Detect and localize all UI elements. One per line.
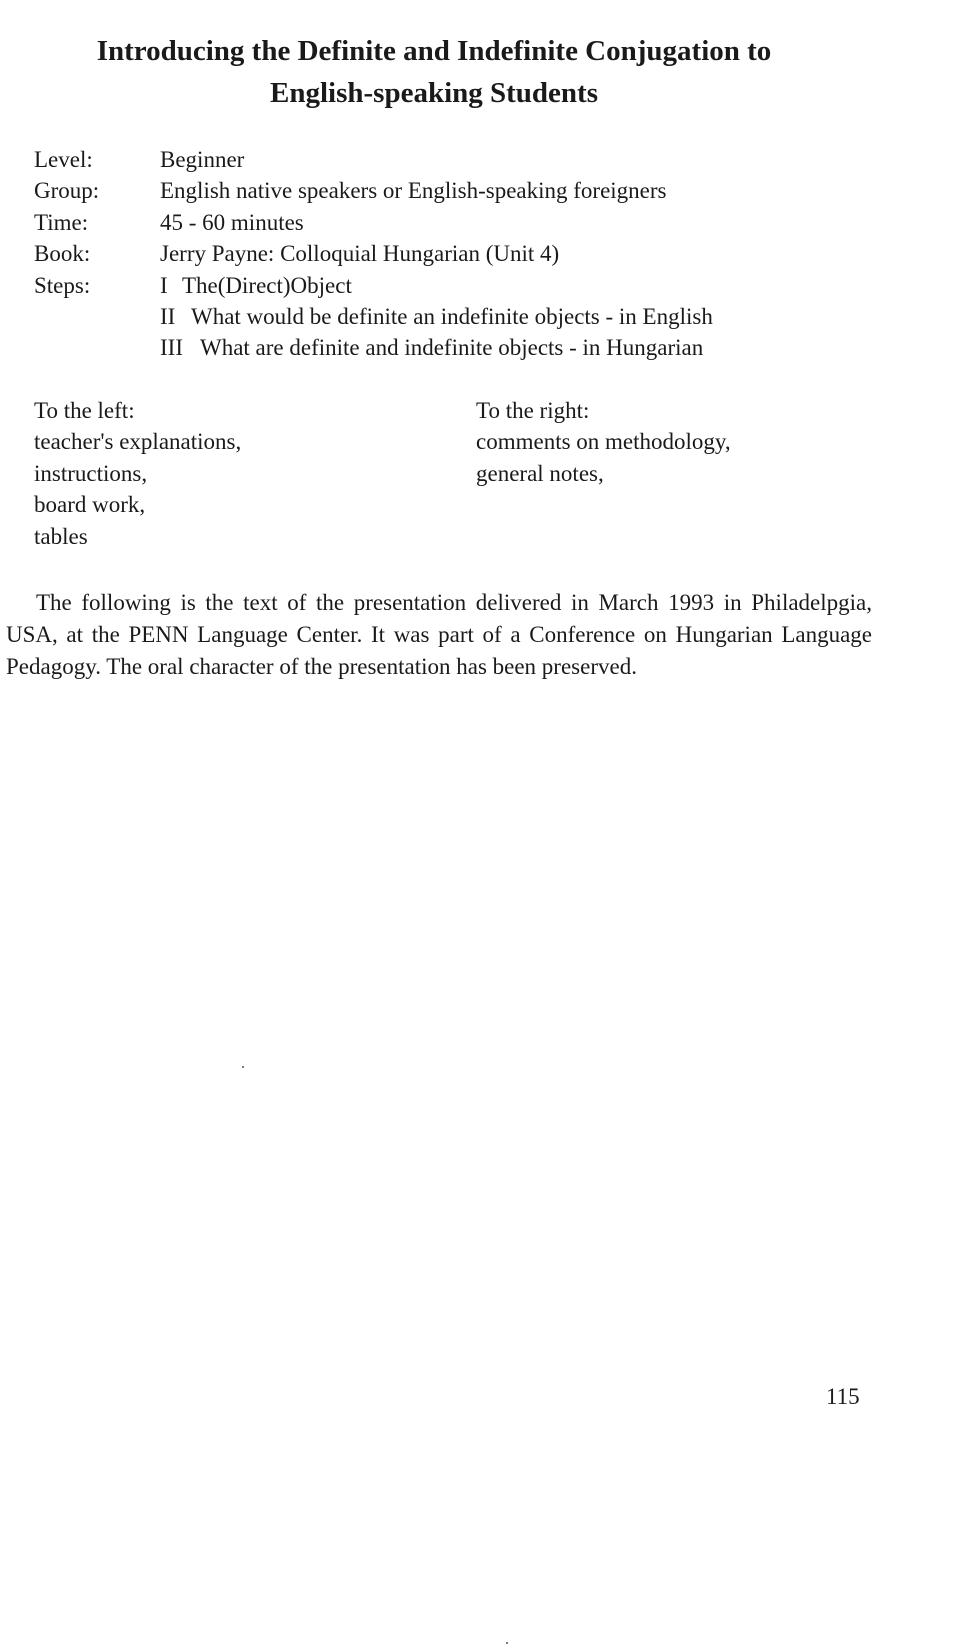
step-number: I [160, 272, 168, 298]
meta-value-group: English native speakers or English-speaking foreigners [160, 178, 667, 204]
intro-paragraph: The following is the text of the presentation delivered in March 1993 in Philadelpgia, USA, at the PENN Language Center. It was part of a Conference on Hungarian Language Pedagogy. The oral character of the presentation has been preserved. [6, 590, 872, 679]
meta-row-group [34, 175, 713, 206]
meta-value-book: Jerry Payne: Colloquial Hungarian (Unit 4) [160, 241, 560, 267]
left-notes [34, 395, 241, 552]
meta-row-time [34, 207, 713, 238]
meta-label-steps: Steps: [34, 272, 91, 298]
meta-value-level: Beginner [160, 147, 245, 172]
meta-label-book: Book: [34, 241, 91, 267]
meta-row-steps [34, 270, 713, 364]
step-item [160, 270, 713, 301]
right-notes-item: general notes, [476, 460, 604, 486]
right-notes [476, 395, 731, 489]
meta-label-group: Group: [34, 178, 100, 204]
left-notes-heading: To the left: [34, 398, 135, 423]
step-number: III [160, 335, 183, 361]
title-line-1: Introducing the Definite and Indefinite Conjugation to [96, 35, 772, 67]
left-notes-item: teacher's explanations, [34, 429, 242, 455]
meta-label-level: Level: [34, 147, 93, 172]
lesson-meta-table [34, 144, 713, 364]
meta-value-time: 45 - 60 minutes [160, 209, 304, 235]
left-notes-item: board work, [34, 492, 146, 518]
scan-speck [506, 1642, 508, 1644]
steps-list [160, 270, 713, 364]
page-number: 115 [826, 1384, 860, 1409]
meta-row-level [34, 144, 713, 175]
left-notes-item: instructions, [34, 460, 148, 486]
meta-label-time: Time: [34, 209, 89, 235]
step-text: What would be definite an indefinite objects - in English [191, 304, 713, 330]
step-item [160, 332, 713, 363]
meta-row-book [34, 238, 713, 269]
step-number: II [160, 304, 176, 330]
step-text: The(Direct)Object [182, 272, 352, 298]
step-item [160, 301, 713, 332]
left-notes-item: tables [34, 523, 88, 549]
step-text: What are definite and indefinite objects - in Hungarian [200, 335, 704, 361]
page-title [0, 30, 868, 114]
title-line-2: English-speaking Students [270, 77, 598, 109]
right-notes-item: comments on methodology, [476, 429, 731, 455]
scan-speck [242, 1066, 244, 1068]
right-notes-heading: To the right: [476, 398, 590, 423]
